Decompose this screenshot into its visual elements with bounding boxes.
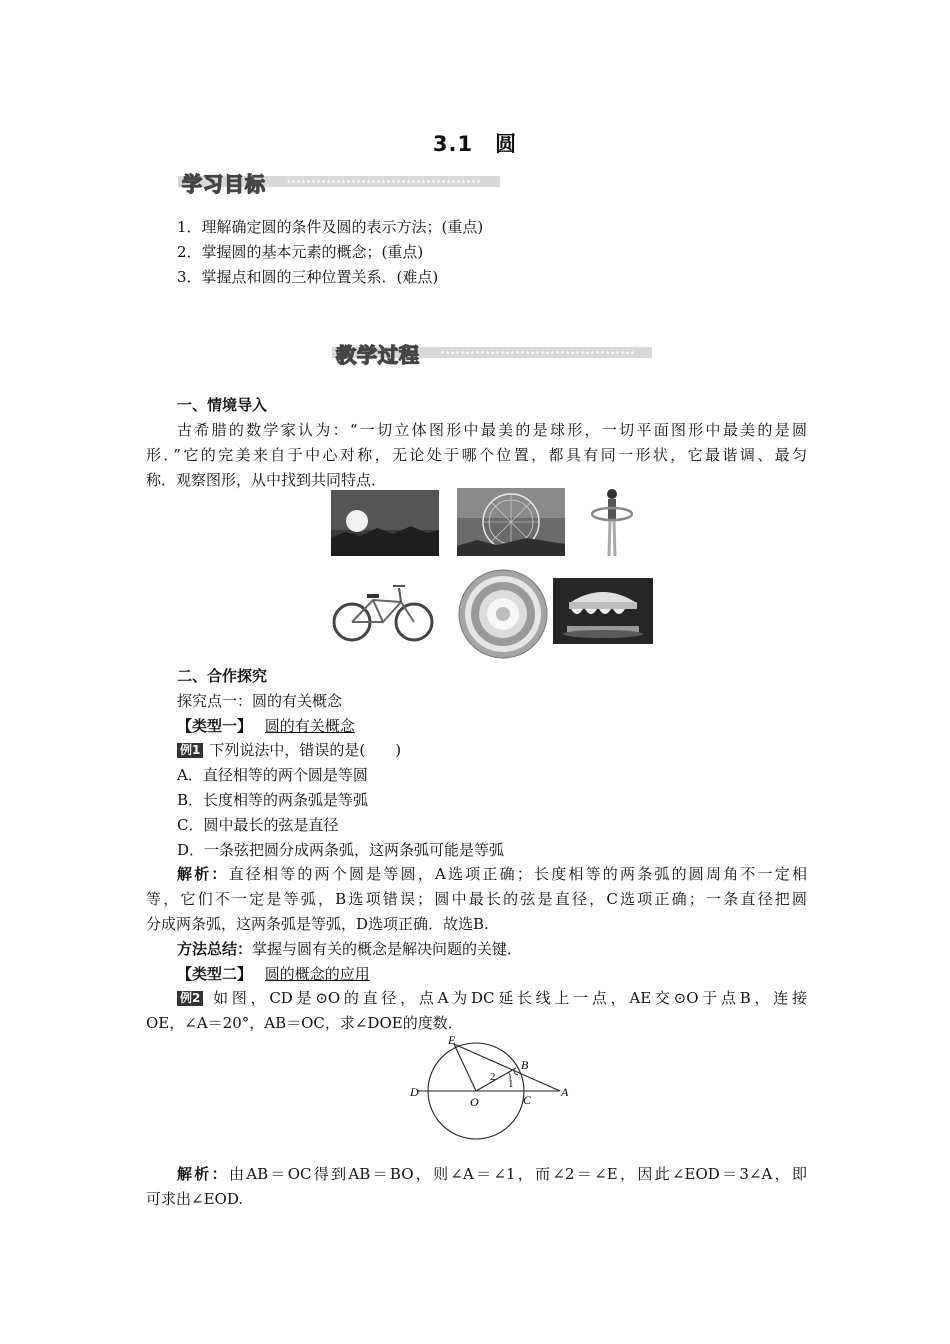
option-c: C．圆中最长的弦是直径	[177, 816, 339, 834]
process-header: 教学过程	[336, 343, 420, 367]
option-a: A．直径相等的两个圆是等圆	[177, 766, 368, 784]
method-summary	[177, 937, 522, 962]
analysis1-label: 解析：	[177, 865, 229, 883]
analysis1-text: 直径相等的两个圆是等圆，A选项正确；长度相等的两条弧的圆周角不一定相	[228, 865, 807, 883]
label-c: C	[523, 1093, 532, 1107]
bicycle-photo	[331, 578, 435, 644]
example2-line: OE，∠A＝20°，AB＝OC，求∠DOE的度数．	[146, 1014, 463, 1032]
label-o: O	[470, 1095, 479, 1109]
example1-question	[177, 738, 401, 763]
explore-point: 探究点一：圆的有关概念	[177, 692, 343, 710]
analysis2-line	[177, 1162, 807, 1187]
label-angle-1: 1	[508, 1078, 514, 1090]
intro-line: 形．”它的完美来自于中心对称，无论处于哪个位置，都具有同一形状，它最谐调、最匀	[146, 446, 807, 464]
plate-pattern-photo	[455, 568, 551, 660]
objective-item: 3．掌握点和圆的三种位置关系．(难点)	[177, 268, 439, 286]
type1-title: 圆的有关概念	[264, 717, 355, 735]
page-title: 3.1 圆	[432, 132, 518, 156]
analysis1-line: 分成两条弧，这两条弧是等弧，D选项正确．故选B.	[146, 915, 489, 933]
segment-oe	[454, 1044, 476, 1091]
example2-badge: 例2	[177, 991, 203, 1006]
objectives-banner	[178, 171, 500, 196]
ferris-wheel-photo	[457, 488, 565, 556]
option-b: B．长度相等的两条弧是等弧	[177, 791, 369, 809]
process-banner	[332, 342, 652, 367]
hula-hoop-photo	[590, 486, 634, 560]
label-d: D	[410, 1085, 419, 1099]
method-label: 方法总结：	[177, 940, 253, 958]
analysis2-label: 解析：	[177, 1165, 229, 1183]
example2-text: 如图，CD是⊙O的直径，点A为DC延长线上一点，AE交⊙O于点B，连接	[209, 989, 807, 1007]
intro-heading: 一、情境导入	[177, 396, 268, 414]
method-text: 掌握与圆有关的概念是解决问题的关键．	[252, 940, 523, 958]
objectives-header: 学习目标	[182, 172, 266, 196]
circle-figure	[410, 1034, 580, 1144]
label-angle-2: 2	[490, 1071, 496, 1083]
intro-line: 古希腊的数学家认为：“一切立体图形中最美的是球形，一切平面图形中最美的是圆	[177, 421, 807, 439]
analysis2-text: 由AB＝OC得到AB＝BO，则∠A＝∠1，而∠2＝∠E，因此∠EOD＝3∠A，即	[228, 1165, 807, 1183]
objective-item: 1．理解确定圆的条件及圆的表示方法；(重点)	[177, 218, 484, 236]
label-a: A	[561, 1085, 569, 1099]
type2-title: 圆的概念的应用	[264, 965, 370, 983]
label-b: B	[521, 1058, 529, 1072]
example1-badge: 例1	[177, 743, 203, 758]
type2-heading	[177, 962, 370, 987]
type1-heading	[177, 714, 355, 739]
analysis1-line: 等，它们不一定是等弧，B选项错误；圆中最长的弦是直径，C选项正确；一条直径把圆	[146, 890, 807, 908]
carousel-photo	[553, 578, 653, 644]
option-d: D．一条弦把圆分成两条弧，这两条弧可能是等弧	[177, 841, 505, 859]
sun-photo	[331, 490, 439, 556]
intro-line: 称．观察图形，从中找到共同特点．	[146, 471, 387, 489]
type2-bracket: 【类型二】	[177, 965, 253, 983]
line-ea	[454, 1044, 560, 1091]
explore-heading: 二、合作探究	[177, 667, 268, 685]
type1-bracket: 【类型一】	[177, 717, 253, 735]
analysis2-line: 可求出∠EOD.	[146, 1190, 244, 1208]
example1-text: 下列说法中，错误的是( )	[209, 741, 402, 759]
objective-item: 2．掌握圆的基本元素的概念；(重点)	[177, 243, 424, 261]
analysis1-line	[177, 862, 807, 887]
example2-line	[177, 986, 807, 1011]
label-e: E	[448, 1034, 456, 1047]
